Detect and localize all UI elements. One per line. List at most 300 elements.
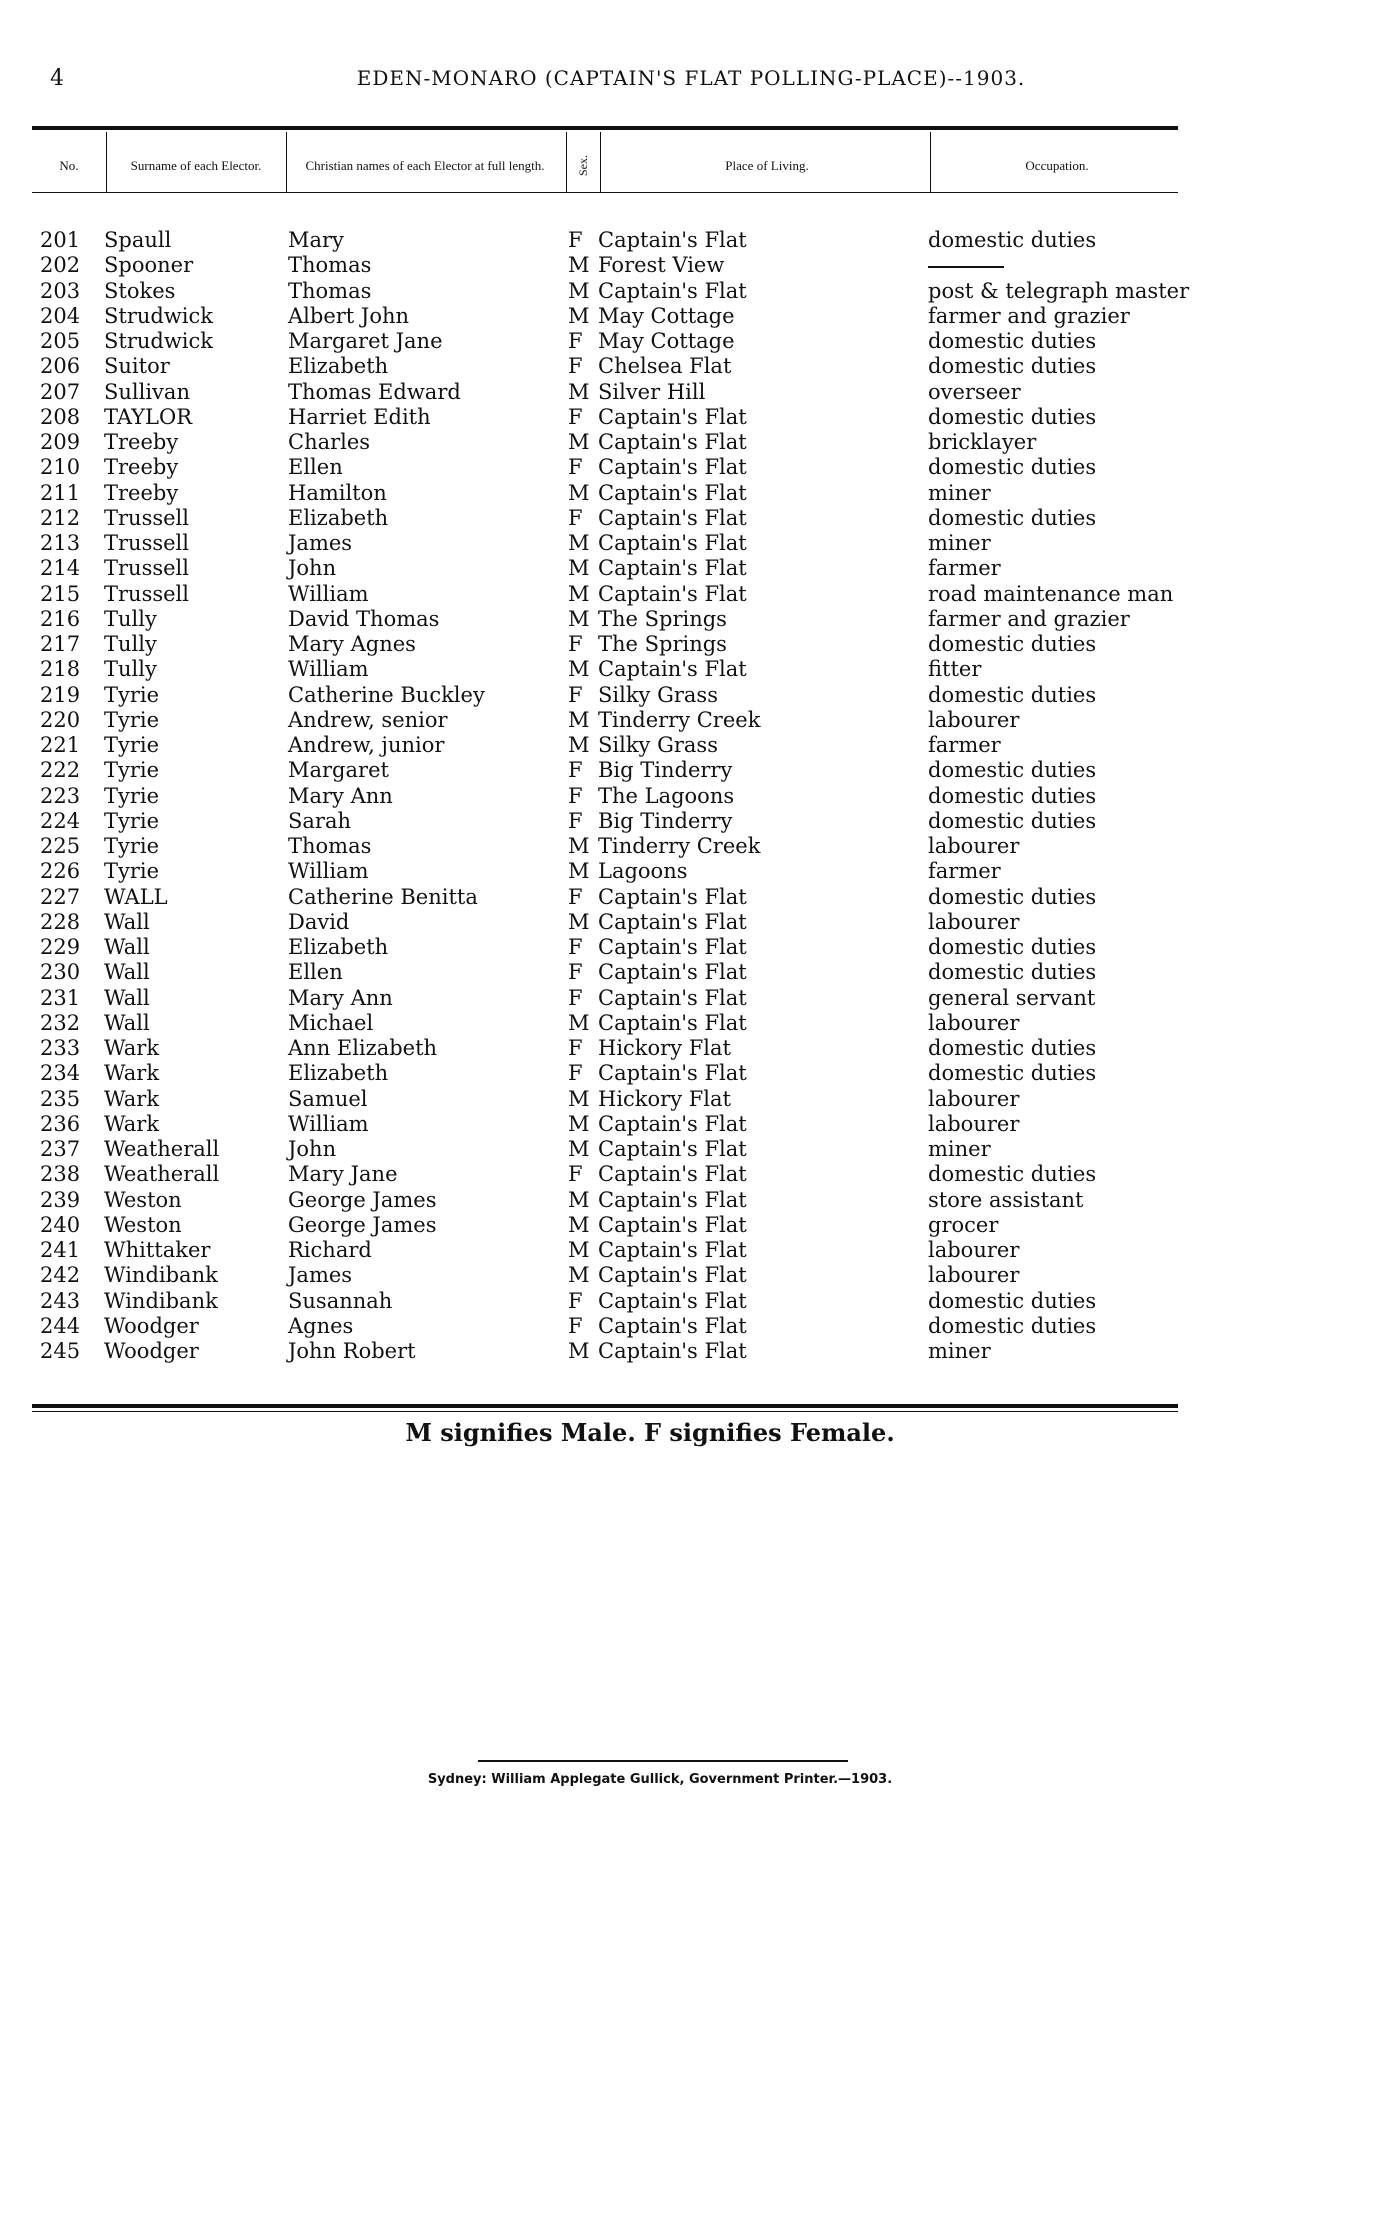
elector-surname: Tully	[104, 657, 157, 682]
elector-number: 222	[40, 758, 81, 783]
elector-christian-names: Margaret	[288, 758, 389, 783]
elector-place: Captain's Flat	[598, 581, 747, 606]
elector-sex: F	[568, 1036, 583, 1060]
elector-christian-names: Mary Ann	[288, 985, 393, 1010]
elector-number: 219	[40, 682, 81, 707]
elector-sex: F	[568, 682, 583, 707]
elector-christian-names: John	[288, 556, 337, 581]
elector-sex: M	[568, 556, 590, 581]
elector-sex: M	[568, 1238, 590, 1262]
elector-christian-names: Andrew, junior	[288, 733, 445, 757]
elector-number: 232	[40, 1010, 81, 1035]
elector-surname: Tyrie	[104, 682, 160, 707]
elector-surname: Strudwick	[104, 329, 214, 353]
elector-surname: Tyrie	[104, 808, 160, 833]
elector-christian-names: Elizabeth	[288, 505, 389, 530]
elector-christian-names: Thomas	[288, 278, 372, 303]
elector-place: Captain's Flat	[598, 884, 747, 909]
elector-row	[0, 329, 1382, 354]
sex-legend: M signifies Male. F signifies Female.	[405, 1418, 895, 1447]
elector-place: Hickory Flat	[598, 1036, 731, 1060]
elector-number: 230	[40, 960, 81, 985]
elector-place: Captain's Flat	[598, 657, 747, 682]
elector-number: 229	[40, 935, 81, 959]
header-bottom-rule	[32, 192, 1178, 193]
electors-list	[0, 228, 1382, 1364]
elector-christian-names: Catherine Buckley	[288, 682, 485, 707]
elector-number: 204	[40, 303, 81, 328]
elector-christian-names: Hamilton	[288, 480, 387, 505]
elector-occupation: domestic duties	[928, 935, 1097, 959]
column-header-sex	[568, 138, 598, 192]
elector-surname: Trussell	[104, 531, 189, 555]
elector-place: Captain's Flat	[598, 430, 747, 454]
elector-place: Captain's Flat	[598, 985, 747, 1010]
elector-row	[0, 1061, 1382, 1086]
sex-header-label: Sex.	[575, 154, 590, 176]
elector-row	[0, 986, 1382, 1011]
elector-occupation: miner	[928, 1137, 991, 1161]
elector-place: Captain's Flat	[598, 228, 747, 252]
elector-sex: F	[568, 354, 583, 379]
elector-place: Captain's Flat	[598, 1313, 747, 1338]
elector-occupation: post & telegraph master	[928, 278, 1190, 303]
elector-row	[0, 430, 1382, 455]
elector-row	[0, 253, 1382, 278]
elector-place: Captain's Flat	[598, 404, 747, 429]
elector-occupation: farmer and grazier	[928, 606, 1130, 631]
elector-row	[0, 304, 1382, 329]
elector-row	[0, 1314, 1382, 1339]
elector-number: 214	[40, 556, 81, 581]
elector-surname: Spooner	[104, 253, 194, 278]
column-divider	[930, 132, 931, 192]
elector-occupation: domestic duties	[928, 505, 1097, 530]
elector-sex: F	[568, 935, 583, 959]
elector-occupation: domestic duties	[928, 354, 1097, 379]
elector-place: Hickory Flat	[598, 1086, 731, 1111]
elector-surname: Wark	[104, 1111, 160, 1136]
elector-surname: Wall	[104, 960, 150, 985]
printer-rule	[478, 1760, 848, 1762]
elector-occupation	[928, 253, 1004, 278]
elector-number: 245	[40, 1339, 81, 1363]
elector-row	[0, 1137, 1382, 1162]
column-header-christian: Christian names of each Elector at full length.	[305, 157, 545, 173]
elector-place: Captain's Flat	[598, 1187, 747, 1212]
column-divider	[566, 132, 567, 192]
elector-surname: Weatherall	[104, 1137, 220, 1161]
elector-surname: Trussell	[104, 505, 189, 530]
elector-number: 233	[40, 1036, 81, 1060]
elector-place: Captain's Flat	[598, 1238, 747, 1262]
elector-number: 217	[40, 632, 81, 656]
elector-sex: M	[568, 1111, 590, 1136]
elector-sex: M	[568, 581, 590, 606]
elector-sex: M	[568, 859, 590, 884]
elector-sex: F	[568, 1288, 583, 1313]
elector-row	[0, 531, 1382, 556]
elector-place: Captain's Flat	[598, 1263, 747, 1288]
blank-dash	[928, 266, 1004, 268]
elector-place: Captain's Flat	[598, 1137, 747, 1161]
elector-row	[0, 632, 1382, 657]
elector-christian-names: John Robert	[288, 1339, 416, 1363]
elector-surname: Wall	[104, 935, 150, 959]
column-divider	[600, 132, 601, 192]
elector-surname: Tyrie	[104, 859, 160, 884]
elector-occupation: domestic duties	[928, 455, 1097, 480]
elector-christian-names: Mary	[288, 228, 344, 252]
elector-number: 235	[40, 1086, 81, 1111]
elector-sex: M	[568, 1263, 590, 1288]
elector-row	[0, 1289, 1382, 1314]
elector-christian-names: Elizabeth	[288, 935, 389, 959]
elector-row	[0, 1011, 1382, 1036]
elector-place: Silver Hill	[598, 379, 706, 404]
elector-place: Captain's Flat	[598, 909, 747, 934]
elector-number: 226	[40, 859, 81, 884]
elector-number: 224	[40, 808, 81, 833]
elector-number: 203	[40, 278, 81, 303]
elector-place: Captain's Flat	[598, 1111, 747, 1136]
elector-christian-names: Andrew, senior	[288, 707, 448, 732]
elector-surname: Tyrie	[104, 733, 160, 757]
elector-number: 208	[40, 404, 81, 429]
elector-christian-names: George James	[288, 1212, 437, 1237]
elector-place: May Cottage	[598, 329, 735, 353]
elector-occupation: road maintenance man	[928, 581, 1174, 606]
elector-christian-names: David Thomas	[288, 606, 440, 631]
elector-occupation: miner	[928, 480, 991, 505]
elector-christian-names: Michael	[288, 1010, 374, 1035]
elector-place: Captain's Flat	[598, 480, 747, 505]
elector-surname: Spaull	[104, 228, 172, 252]
elector-row	[0, 1036, 1382, 1061]
elector-place: Captain's Flat	[598, 531, 747, 555]
elector-place: Captain's Flat	[598, 1162, 747, 1187]
elector-surname: Treeby	[104, 480, 179, 505]
elector-row	[0, 834, 1382, 859]
elector-christian-names: Ellen	[288, 455, 343, 480]
elector-row	[0, 1238, 1382, 1263]
elector-place: The Lagoons	[598, 783, 735, 808]
elector-surname: Treeby	[104, 430, 179, 454]
elector-row	[0, 885, 1382, 910]
elector-christian-names: William	[288, 581, 369, 606]
elector-christian-names: Harriet Edith	[288, 404, 431, 429]
elector-number: 241	[40, 1238, 81, 1262]
elector-number: 238	[40, 1162, 81, 1187]
elector-christian-names: Thomas	[288, 253, 372, 278]
elector-row	[0, 1087, 1382, 1112]
elector-number: 223	[40, 783, 81, 808]
elector-sex: F	[568, 455, 583, 480]
elector-occupation: labourer	[928, 834, 1020, 858]
elector-christian-names: David	[288, 909, 350, 934]
elector-occupation: general servant	[928, 985, 1096, 1010]
elector-place: Captain's Flat	[598, 960, 747, 985]
elector-row	[0, 1188, 1382, 1213]
elector-number: 211	[40, 480, 81, 505]
elector-sex: M	[568, 480, 590, 505]
elector-number: 239	[40, 1187, 81, 1212]
elector-occupation: labourer	[928, 707, 1020, 732]
elector-occupation: miner	[928, 531, 991, 555]
elector-sex: M	[568, 1086, 590, 1111]
elector-number: 218	[40, 657, 81, 682]
elector-place: Tinderry Creek	[598, 707, 761, 732]
elector-number: 244	[40, 1313, 81, 1338]
elector-sex: F	[568, 329, 583, 353]
elector-occupation: labourer	[928, 1263, 1020, 1288]
elector-occupation: fitter	[928, 657, 982, 682]
elector-number: 202	[40, 253, 81, 278]
elector-occupation: domestic duties	[928, 808, 1097, 833]
elector-row	[0, 758, 1382, 783]
elector-surname: Windibank	[104, 1288, 218, 1313]
elector-christian-names: Thomas Edward	[288, 379, 461, 404]
elector-sex: F	[568, 960, 583, 985]
elector-christian-names: George James	[288, 1187, 437, 1212]
elector-row	[0, 657, 1382, 682]
elector-sex: M	[568, 606, 590, 631]
elector-sex: F	[568, 808, 583, 833]
elector-surname: Weston	[104, 1212, 182, 1237]
elector-sex: M	[568, 834, 590, 858]
elector-sex: M	[568, 1339, 590, 1363]
elector-occupation: domestic duties	[928, 1288, 1097, 1313]
elector-row	[0, 683, 1382, 708]
elector-surname: Treeby	[104, 455, 179, 480]
elector-sex: M	[568, 1010, 590, 1035]
elector-occupation: domestic duties	[928, 1313, 1097, 1338]
bottom-rule-thin	[32, 1411, 1178, 1412]
elector-occupation: farmer	[928, 859, 1001, 884]
column-header-surname: Surname of each Elector.	[130, 157, 262, 173]
elector-surname: Woodger	[104, 1339, 199, 1363]
elector-surname: Tully	[104, 606, 157, 631]
elector-christian-names: William	[288, 1111, 369, 1136]
elector-row	[0, 1162, 1382, 1187]
elector-row	[0, 582, 1382, 607]
bottom-rule	[32, 1404, 1178, 1408]
elector-occupation: domestic duties	[928, 1061, 1097, 1086]
elector-sex: M	[568, 430, 590, 454]
elector-christian-names: Mary Ann	[288, 783, 393, 808]
elector-surname: Tyrie	[104, 707, 160, 732]
elector-place: The Springs	[598, 632, 727, 656]
elector-surname: Weston	[104, 1187, 182, 1212]
elector-surname: Weatherall	[104, 1162, 220, 1187]
elector-number: 201	[40, 228, 81, 252]
elector-number: 225	[40, 834, 81, 858]
elector-row	[0, 910, 1382, 935]
elector-surname: Trussell	[104, 581, 189, 606]
elector-number: 210	[40, 455, 81, 480]
elector-occupation: grocer	[928, 1212, 999, 1237]
elector-sex: M	[568, 707, 590, 732]
elector-row	[0, 960, 1382, 985]
elector-row	[0, 809, 1382, 834]
page-number: 4	[50, 66, 64, 91]
elector-surname: Woodger	[104, 1313, 199, 1338]
elector-place: Captain's Flat	[598, 278, 747, 303]
elector-place: Big Tinderry	[598, 758, 733, 783]
elector-sex: M	[568, 379, 590, 404]
elector-number: 213	[40, 531, 81, 555]
elector-place: Captain's Flat	[598, 1339, 747, 1363]
elector-occupation: domestic duties	[928, 632, 1097, 656]
elector-occupation: bricklayer	[928, 430, 1037, 454]
elector-place: The Springs	[598, 606, 727, 631]
column-header-no: No.	[59, 157, 79, 173]
elector-christian-names: Charles	[288, 430, 371, 454]
elector-christian-names: Mary Agnes	[288, 632, 416, 656]
elector-sex: M	[568, 909, 590, 934]
elector-occupation: store assistant	[928, 1187, 1084, 1212]
elector-row	[0, 455, 1382, 480]
elector-number: 215	[40, 581, 81, 606]
elector-place: Captain's Flat	[598, 935, 747, 959]
elector-number: 205	[40, 329, 81, 353]
elector-occupation: domestic duties	[928, 884, 1097, 909]
elector-christian-names: Albert John	[288, 303, 410, 328]
elector-place: Captain's Flat	[598, 1061, 747, 1086]
elector-occupation: overseer	[928, 379, 1021, 404]
elector-row	[0, 607, 1382, 632]
elector-surname: Suitor	[104, 354, 170, 379]
elector-christian-names: Sarah	[288, 808, 351, 833]
elector-christian-names: Susannah	[288, 1288, 393, 1313]
elector-occupation: farmer and grazier	[928, 303, 1130, 328]
elector-number: 231	[40, 985, 81, 1010]
elector-sex: F	[568, 1162, 583, 1187]
elector-row	[0, 935, 1382, 960]
elector-surname: Strudwick	[104, 303, 214, 328]
elector-row	[0, 279, 1382, 304]
elector-row	[0, 556, 1382, 581]
elector-sex: M	[568, 733, 590, 757]
elector-place: Captain's Flat	[598, 1212, 747, 1237]
elector-occupation: labourer	[928, 1010, 1020, 1035]
elector-sex: F	[568, 1313, 583, 1338]
elector-number: 236	[40, 1111, 81, 1136]
elector-sex: M	[568, 657, 590, 682]
elector-number: 212	[40, 505, 81, 530]
elector-sex: F	[568, 404, 583, 429]
elector-surname: Wark	[104, 1036, 160, 1060]
elector-row	[0, 380, 1382, 405]
elector-sex: F	[568, 505, 583, 530]
elector-surname: TAYLOR	[104, 404, 193, 429]
elector-occupation: labourer	[928, 1086, 1020, 1111]
elector-christian-names: Elizabeth	[288, 354, 389, 379]
column-divider	[286, 132, 287, 192]
elector-place: Captain's Flat	[598, 556, 747, 581]
elector-surname: Tyrie	[104, 783, 160, 808]
elector-number: 228	[40, 909, 81, 934]
elector-sex: M	[568, 253, 590, 278]
elector-surname: Whittaker	[104, 1238, 211, 1262]
elector-occupation: labourer	[928, 1111, 1020, 1136]
elector-number: 237	[40, 1137, 81, 1161]
elector-christian-names: Catherine Benitta	[288, 884, 478, 909]
elector-place: Forest View	[598, 253, 725, 278]
elector-christian-names: Agnes	[288, 1313, 354, 1338]
elector-place: May Cottage	[598, 303, 735, 328]
elector-christian-names: Richard	[288, 1238, 372, 1262]
elector-surname: Tyrie	[104, 758, 160, 783]
elector-sex: F	[568, 1061, 583, 1086]
elector-occupation: domestic duties	[928, 228, 1097, 252]
elector-sex: M	[568, 1212, 590, 1237]
elector-christian-names: William	[288, 859, 369, 884]
elector-number: 206	[40, 354, 81, 379]
elector-christian-names: William	[288, 657, 369, 682]
column-divider	[106, 132, 107, 192]
elector-occupation: miner	[928, 1339, 991, 1363]
elector-surname: Wall	[104, 909, 150, 934]
elector-sex: M	[568, 531, 590, 555]
elector-number: 243	[40, 1288, 81, 1313]
elector-place: Lagoons	[598, 859, 688, 884]
elector-place: Captain's Flat	[598, 1010, 747, 1035]
elector-occupation: farmer	[928, 733, 1001, 757]
elector-place: Captain's Flat	[598, 1288, 747, 1313]
elector-number: 216	[40, 606, 81, 631]
elector-occupation: domestic duties	[928, 960, 1097, 985]
column-header-place: Place of Living.	[725, 157, 809, 173]
elector-place: Captain's Flat	[598, 505, 747, 530]
elector-sex: M	[568, 278, 590, 303]
elector-christian-names: James	[288, 1263, 353, 1288]
elector-christian-names: Thomas	[288, 834, 372, 858]
elector-sex: M	[568, 303, 590, 328]
elector-christian-names: Ann Elizabeth	[288, 1036, 438, 1060]
elector-sex: F	[568, 985, 583, 1010]
elector-surname: Windibank	[104, 1263, 218, 1288]
elector-number: 209	[40, 430, 81, 454]
elector-sex: M	[568, 1137, 590, 1161]
elector-row	[0, 1263, 1382, 1288]
elector-number: 221	[40, 733, 81, 757]
elector-row	[0, 228, 1382, 253]
elector-occupation: domestic duties	[928, 758, 1097, 783]
elector-sex: F	[568, 632, 583, 656]
elector-place: Captain's Flat	[598, 455, 747, 480]
elector-sex: M	[568, 1187, 590, 1212]
elector-occupation: labourer	[928, 909, 1020, 934]
elector-christian-names: Samuel	[288, 1086, 368, 1111]
elector-place: Chelsea Flat	[598, 354, 732, 379]
elector-number: 240	[40, 1212, 81, 1237]
elector-occupation: labourer	[928, 1238, 1020, 1262]
elector-surname: Stokes	[104, 278, 176, 303]
elector-surname: Tully	[104, 632, 157, 656]
elector-row	[0, 708, 1382, 733]
elector-place: Tinderry Creek	[598, 834, 761, 858]
elector-sex: F	[568, 228, 583, 252]
elector-surname: Wall	[104, 985, 150, 1010]
elector-occupation: domestic duties	[928, 682, 1097, 707]
elector-row	[0, 859, 1382, 884]
elector-christian-names: Ellen	[288, 960, 343, 985]
elector-occupation: farmer	[928, 556, 1001, 581]
elector-number: 227	[40, 884, 81, 909]
elector-sex: F	[568, 783, 583, 808]
elector-occupation: domestic duties	[928, 329, 1097, 353]
